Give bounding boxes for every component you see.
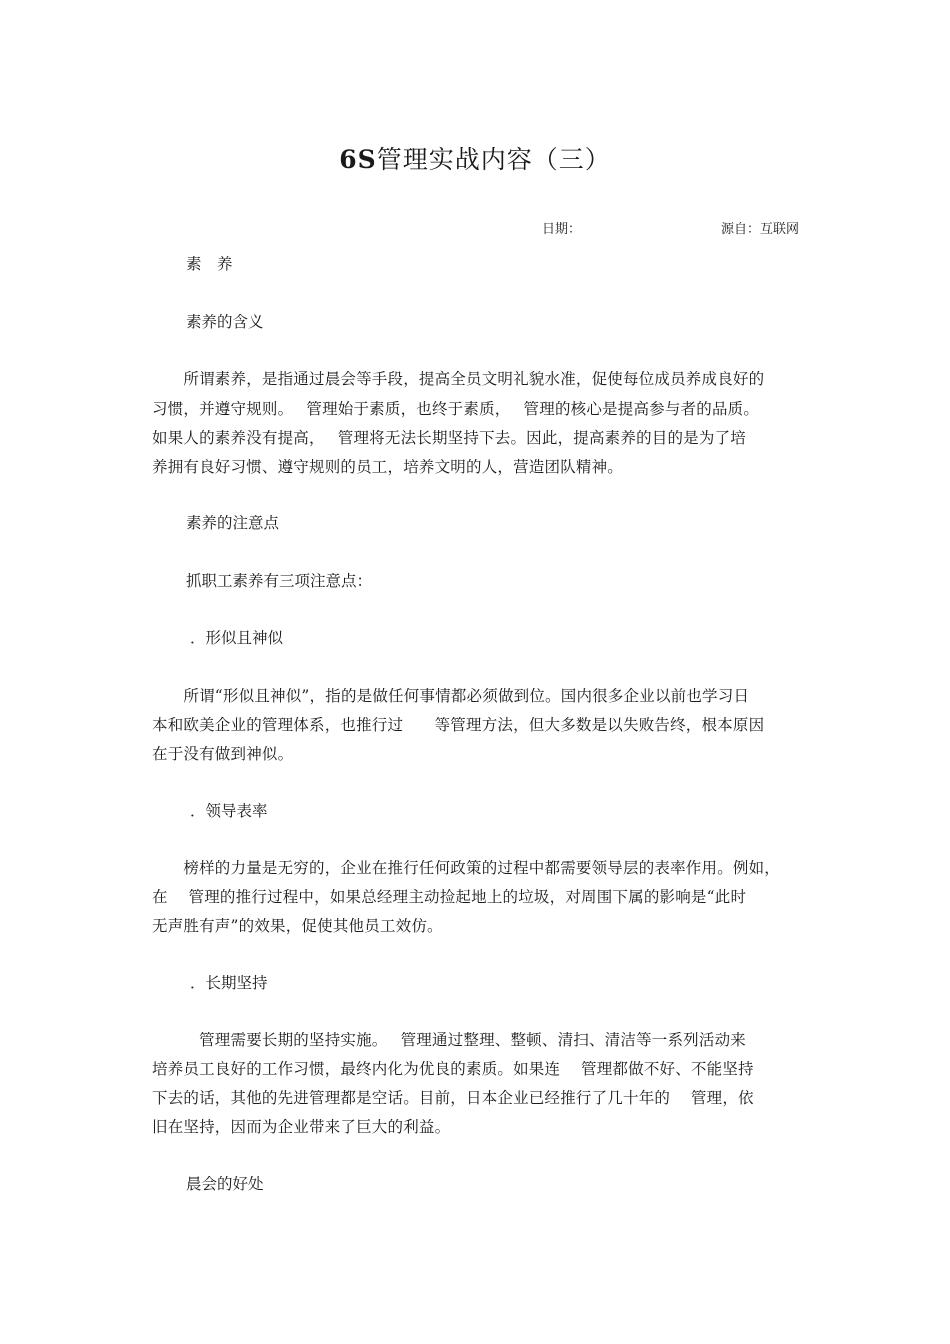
subsection-heading: ．形似且神似	[190, 629, 284, 647]
paragraph-line: 培养员工良好的工作习惯，最终内化为优良的素质。如果连 管理都做不好、不能坚持	[152, 1060, 754, 1078]
paragraph-line: 旧在坚持，因而为企业带来了巨大的利益。	[152, 1118, 451, 1136]
paragraph-line: 所谓“形似且神似”，指的是做任何事情都必须做到位。国内很多企业以前也学习日	[152, 687, 750, 705]
paragraph-line: 本和欧美企业的管理体系，也推行过 等管理方法，但大多数是以失败告终，根本原因	[152, 716, 765, 734]
source-label: 源自：互联网	[721, 222, 800, 237]
section-heading: 抓职工素养有三项注意点：	[186, 572, 373, 590]
subsection-heading: ．领导表率	[190, 802, 268, 820]
section-heading: 素 养	[186, 255, 233, 273]
paragraph-line: 榜样的力量是无穷的，企业在推行任何政策的过程中都需要领导层的表率作用。例如，	[152, 859, 781, 877]
paragraph-line: 在 管理的推行过程中，如果总经理主动捡起地上的垃圾，对周围下属的影响是“此时	[152, 888, 747, 906]
paragraph-line: 在于没有做到神似。	[152, 745, 294, 763]
section-heading: 素养的含义	[186, 313, 264, 331]
section-heading: 素养的注意点	[186, 514, 280, 532]
paragraph-line: 下去的话，其他的先进管理都是空话。目前，日本企业已经推行了几十年的 管理，依	[152, 1089, 754, 1107]
section-heading: 晨会的好处	[186, 1175, 264, 1193]
paragraph-line: 如果人的素养没有提高， 管理将无法长期坚持下去。因此，提高素养的目的是为了培	[152, 429, 746, 447]
paragraph-line: 习惯，并遵守规则。 管理始于素质，也终于素质， 管理的核心是提高参与者的品质。	[152, 400, 760, 418]
paragraph-line: 养拥有良好习惯、遵守规则的员工，培养文明的人，营造团队精神。	[152, 458, 624, 476]
date-label: 日期：	[542, 222, 582, 237]
paragraph-line: 无声胜有声”的效果，促使其他员工效仿。	[152, 917, 443, 935]
paragraph-line: 管理需要长期的坚持实施。 管理通过整理、整顿、清扫、清洁等一系列活动来	[152, 1031, 746, 1049]
title-text: 管理实战内容（三）	[376, 145, 611, 174]
subsection-heading: ．长期坚持	[190, 974, 268, 992]
title-bold: 6S	[339, 145, 377, 174]
paragraph-line: 所谓素养，是指通过晨会等手段，提高全员文明礼貌水准，促使每位成员养成良好的	[152, 370, 765, 388]
document-title	[0, 140, 950, 176]
